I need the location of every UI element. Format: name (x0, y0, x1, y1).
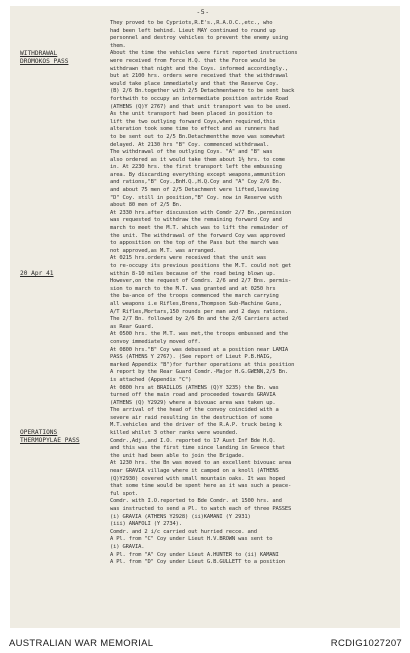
body-line: about 80 men of 2/5 Bn. (110, 202, 182, 209)
body-line: Comdr. and 2 i/c carried out hurried recce. and (110, 528, 257, 535)
body-line: as Rear Guard. (110, 323, 154, 330)
body-line: At 0800 hrs at BRAILLOS (ATHENS (Q)Y 3235) the Bn. was (110, 384, 279, 391)
body-line: to be sent out to 2/5 Bn.Detachmentthe move was somewhat (110, 133, 285, 140)
body-line: marked Appendix "B")for further operations at this position (110, 361, 295, 368)
margin-heading-operations-location: THERMOPYLAE PASS (20, 436, 80, 444)
body-line: Comdr.,Adj.,and I.O. reported to 17 Aust Inf Bde H.Q. (110, 437, 276, 444)
body-line: forthwith to occupy an intermediate position astride Road (110, 95, 289, 102)
body-line: A Pl. from "D" Coy under Lieut G.B.GULLETT to a position (110, 559, 285, 566)
body-line: would take place immediately and that the Reserve Coy. (110, 80, 279, 87)
body-line: was requested to withdraw the remaining forward Coy and (110, 217, 282, 224)
body-line: The withdrawal of the outlying Coys. "A" and "B" was (110, 149, 273, 156)
body-line: (iii) ANAFOLI (Y 2734). (110, 521, 182, 528)
margin-date (20, 270, 112, 278)
body-line: (ATHENS (Q) Y2929) where a bivouac area was taken up. (110, 399, 276, 406)
body-line: turned off the main road and proceeded towards GRAVIA (110, 392, 276, 399)
body-line: the unit had been able to join the Brigade. (110, 452, 245, 459)
body-line: The 2/7 Bn. followed by 2/6 Bn and the 2/6 Carriers acted (110, 316, 289, 323)
body-line: M.T.vehicles and the driver of the R.A.P. truck being k (110, 422, 282, 429)
body-line: personnel and destroy vehicles to prevent the enemy using (110, 35, 289, 42)
body-line: A report by the Rear Guard Comdr.-Major H.G.GWENN,2/5 Bn. (110, 369, 289, 376)
body-line: A/T Rifles,Mortars,150 rounds per man and 2 days rations. (110, 308, 289, 315)
margin-date-text: 20 Apr 41 (20, 270, 54, 277)
body-line: killed whilst 3 other ranks were wounded. (110, 430, 239, 437)
body-line: About the time the vehicles were first reported instructions (110, 50, 298, 57)
margin-heading-operations (20, 429, 112, 444)
margin-heading-withdrawal-location: DROMOKOS PASS (20, 57, 69, 65)
body-line: to apposition on the top of the Pass but the march was (110, 240, 279, 247)
footer-record-id: RCDIG1027207 (330, 638, 402, 649)
body-line: and about 75 men of 2/5 Detachment were lifted,leaving (110, 187, 279, 194)
body-line: near GRAVIA village where it camped on a knoll (ATHENS (110, 468, 279, 475)
document-body (110, 20, 390, 567)
body-line: withdrawn that night and the Coys. informed accordingly., (110, 65, 289, 72)
body-line: was instructed to send a Pl. to watch each of three PASSES (110, 506, 292, 512)
body-line: had been left behind. Lieut MAY continued to round up (110, 27, 276, 34)
body-line: They proved to be Cypriots,R.E's.,R.A.O.C.,etc., who (110, 20, 273, 26)
body-line: (B) 2/6 Bn.together with 2/5 Detachmentwere to be sent back (110, 88, 295, 95)
body-line: At 0215 hrs.orders were received that the unit was (110, 255, 267, 262)
footer-bar (0, 636, 410, 653)
body-line: within 8-10 miles because of the road being blown up. (110, 270, 276, 277)
body-line: convoy immediately moved off. (110, 338, 201, 345)
body-line: At 2330 hrs.after discussion with Comdr 2/7 Bn.,permission (110, 209, 292, 216)
footer-source: AUSTRALIAN WAR MEMORIAL (9, 638, 154, 649)
margin-heading-withdrawal-title: WITHDRAWAL (20, 50, 58, 57)
body-line: the unit. The withdrawal of the forward Coy was approved (110, 232, 285, 239)
body-line: all weapons i.e Rifles,Brens,Thompson Sub-Machine Guns, (110, 300, 282, 307)
body-line: also ordered as it would take them about 1½ hrs. to come (110, 156, 285, 163)
document-page (10, 6, 400, 628)
margin-heading-operations-title: OPERATIONS (20, 429, 58, 436)
body-line: not approved,as M.T. was arranged. (110, 247, 217, 254)
body-line: in. At 2230 hrs. the first transport left the embussing (110, 164, 282, 171)
body-line: that some time would be spent here as it was such a peace- (110, 483, 292, 490)
body-line: However,on the request of Comdrs. 2/6 and 2/7 Bns. permis- (110, 278, 292, 285)
body-line: At 0800 hrs."B" Coy was debussed at a position near LAMIA (110, 346, 289, 353)
body-line: "D" Coy. still in position,"B" Coy. now in Reserve with (110, 194, 282, 201)
body-line: A Pl. from "C" Coy under Lieut H.V.BROWN was sent to (110, 536, 273, 543)
body-line: (ATHENS (Q)Y 2767) and that unit transport was to be used. (110, 103, 292, 110)
body-line: The arrival of the head of the convoy coincided with a (110, 407, 279, 414)
body-line: severe air raid resulting in the destruction of some (110, 414, 273, 421)
body-line: (i) GRAVIA. (110, 543, 145, 550)
margin-heading-withdrawal (20, 50, 112, 65)
body-line: area. By discarding everything except weapons,ammunition (110, 171, 285, 178)
body-line: At 0500 hrs. the M.T. was met,the troops embussed and the (110, 331, 289, 338)
body-line: sion to march to the M.T. was granted and at 0250 hrs (110, 285, 276, 292)
body-line: Comdr. with I.O.reported to Bde Comdr. at 1500 hrs. and (110, 498, 282, 505)
body-line: march to meet the M.T. which was to lift the remainder of (110, 225, 289, 232)
body-line: At 1230 hrs. the Bn was moved to an excellent bivouac area (110, 460, 292, 467)
body-line: (i) GRAVIA (ATHENS Y2928) (ii)KAMANI (Y 2931) (110, 513, 251, 520)
body-line: PASS (ATHENS Y 2767). (See report of Lieut P.B.HAIG, (110, 354, 273, 361)
body-line: and rations,"B" Coy.,BnH.Q.,H.Q.Coy and "A" Coy 2/6 Bn. (110, 179, 282, 186)
body-line: delayed. At 2130 hrs "B" Coy. commenced withdrawal. (110, 141, 270, 148)
body-line: As the unit transport had been placed in position to (110, 111, 273, 118)
body-line: (Q)Y2930) covered with small mountain oaks. It was hoped (110, 475, 285, 482)
body-line: alteration took some time to effect and as runners had (110, 126, 279, 133)
body-line: them. (110, 42, 126, 49)
body-line: ful spot. (110, 490, 139, 497)
page-number: -5- (196, 8, 210, 16)
body-line: is attached (Appendix "C") (110, 376, 192, 383)
body-line: lift the two outlying forward Coys,when required,this (110, 118, 276, 125)
body-line: but at 2100 hrs. orders were received that the withdrawal (110, 73, 289, 80)
body-line: to re-occupy its previous positions the M.T. could not get (110, 263, 292, 269)
body-line: the ba-ance of the troops commenced the march carrying (110, 293, 279, 300)
body-line: and this was the first time since landing in Greece that (110, 445, 285, 452)
body-line: were received from Force H.Q. that the Force would be (110, 57, 276, 64)
body-line: A Pl. from "A" Coy under Lieut A.HUNTER to (ii) KAMANI (110, 551, 279, 558)
